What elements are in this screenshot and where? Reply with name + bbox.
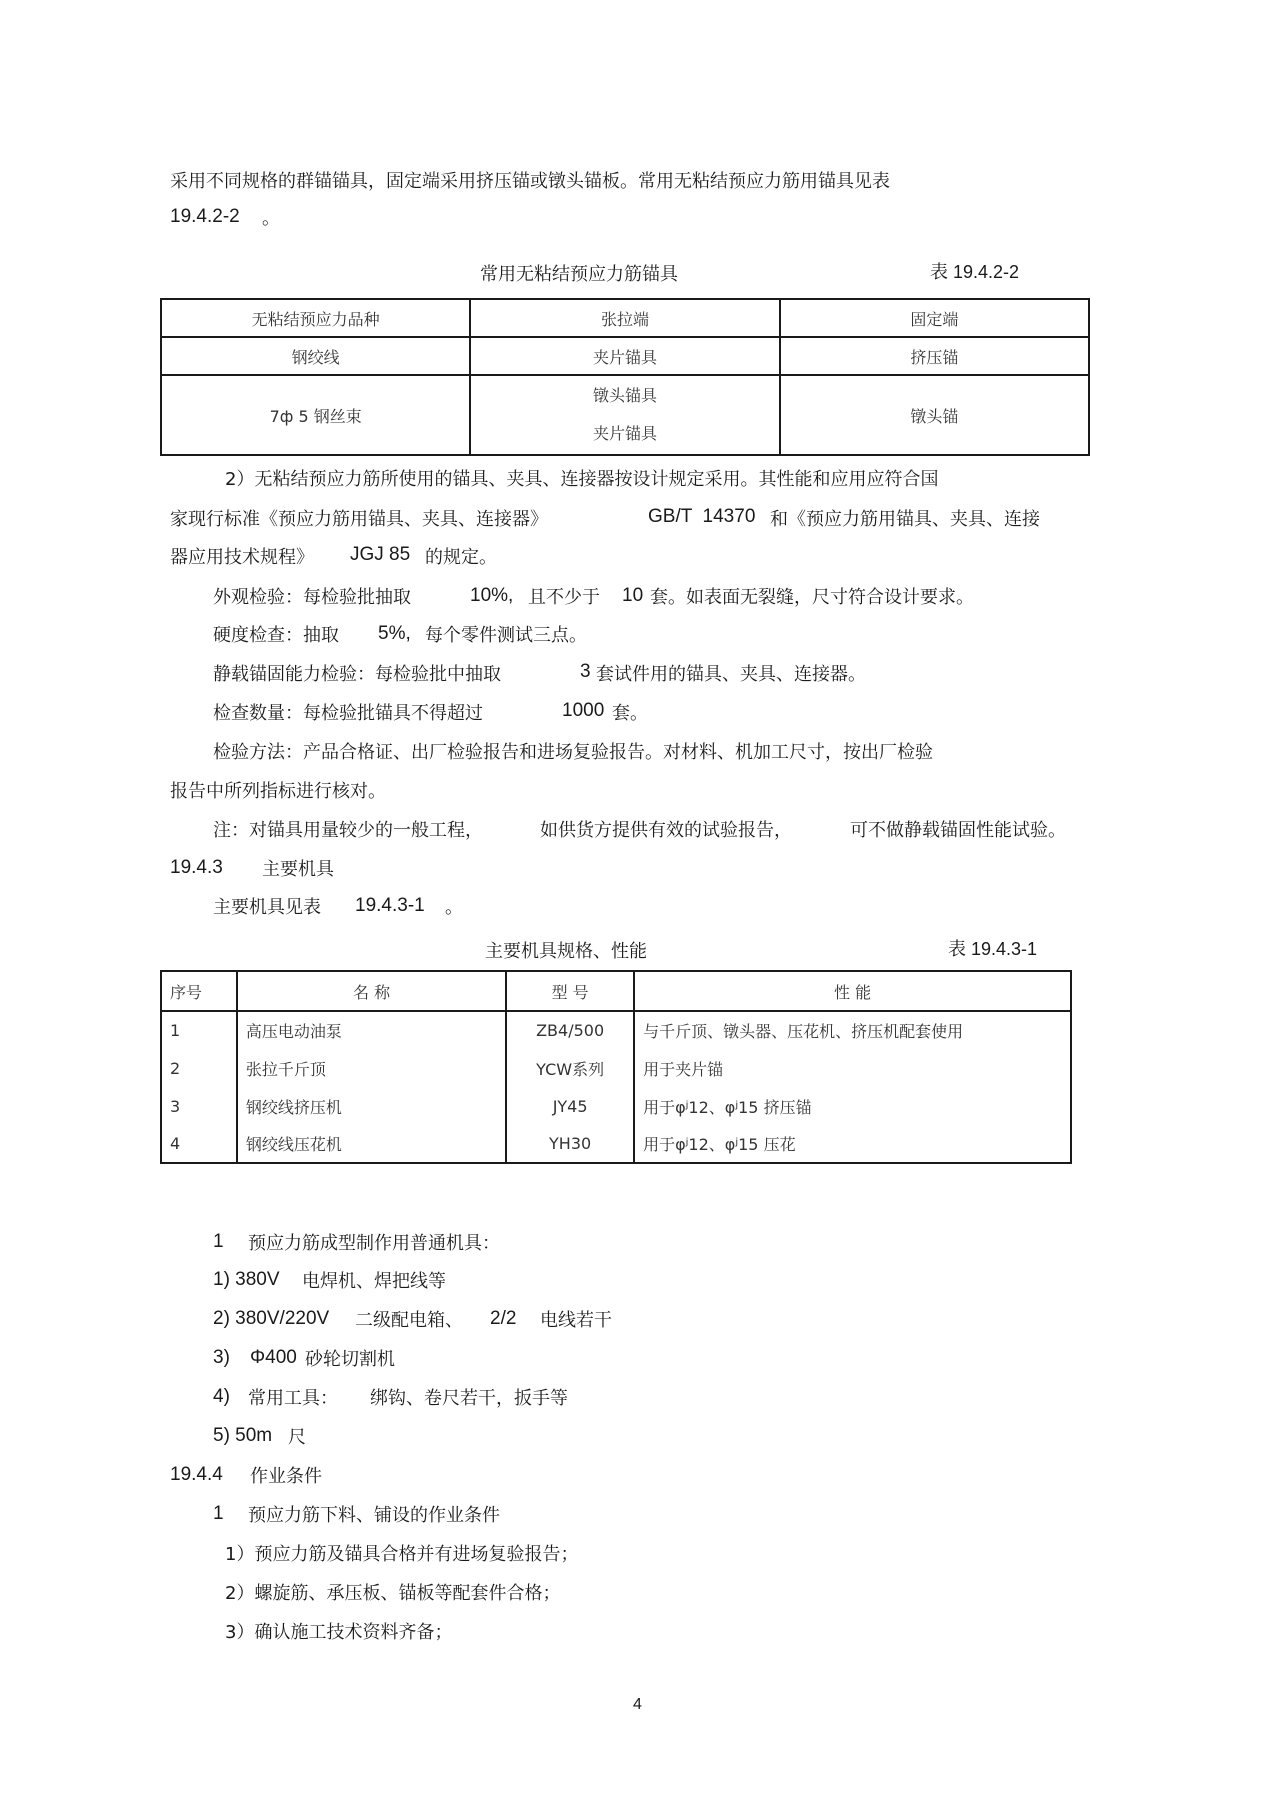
table-ref: 19.4.2-2 xyxy=(170,206,240,227)
paragraph-anchor-standard: 2）无粘结预应力筋所使用的锚具、夹具、连接器按设计规定采用。其性能和应用应符合国 xyxy=(225,469,939,490)
table-cell: 与千斤顶、镦头器、压花机、挤压机配套使用 xyxy=(634,1011,1071,1049)
table-cell: YCW系列 xyxy=(506,1049,634,1087)
list-item: 绑钩、卷尺若干，扳手等 xyxy=(370,1388,568,1409)
static-check: 静载锚固能力检验：每检验批中抽取 xyxy=(213,664,501,685)
list-item: 二级配电箱、 xyxy=(355,1310,463,1331)
table2-caption: 主要机具规格、性能 xyxy=(485,941,647,962)
table-header-cell: 型 号 xyxy=(506,971,634,1011)
table-row xyxy=(161,1087,1071,1125)
table-cell: 1 xyxy=(161,1011,237,1049)
table-cell: ZB4/500 xyxy=(506,1011,634,1049)
list-item: 2) 380V/220V xyxy=(213,1308,330,1329)
table-cell: 用于φʲ12、φʲ15 挤压锚 xyxy=(634,1087,1071,1125)
table-header-cell: 性 能 xyxy=(634,971,1071,1011)
punctuation: 。 xyxy=(262,208,280,229)
list-item: 3) xyxy=(213,1347,230,1368)
hardness-ratio: 5%, xyxy=(378,623,411,644)
list-item: 电焊机、焊把线等 xyxy=(302,1271,446,1292)
anchor-table xyxy=(160,298,1090,456)
table-cell: 夹片锚具 xyxy=(470,337,779,375)
list-item: 5) 50m xyxy=(213,1425,273,1446)
table-cell: 高压电动油泵 xyxy=(237,1011,506,1049)
list-item: Φ400 xyxy=(250,1347,297,1368)
table-header-cell: 无粘结预应力品种 xyxy=(161,299,470,337)
list-number: 1 xyxy=(213,1503,224,1524)
table-cell: 2 xyxy=(161,1049,237,1087)
list-item: 尺 xyxy=(288,1427,306,1448)
hardness-check: 硬度检查：抽取 xyxy=(213,625,339,646)
quantity-check: 检查数量：每检验批锚具不得超过 xyxy=(213,703,483,724)
tension-anchor-b: 夹片锚具 xyxy=(592,424,657,443)
list-item: 1）预应力筋及锚具合格并有进场复验报告； xyxy=(225,1544,579,1565)
paragraph-anchor-intro: 采用不同规格的群锚锚具，固定端采用挤压锚或镦头锚板。常用无粘结预应力筋用锚具见表 xyxy=(170,171,890,192)
tool-table xyxy=(160,970,1072,1164)
table-ref: 19.4.3-1 xyxy=(355,895,425,916)
table-cell: 张拉千斤顶 xyxy=(237,1049,506,1087)
table1-caption: 常用无粘结预应力筋锚具 xyxy=(480,264,678,285)
section-intro: 主要机具见表 xyxy=(213,897,321,918)
list-item: 1) 380V xyxy=(213,1269,280,1290)
table2-label: 表 19.4.3-1 xyxy=(948,939,1038,959)
list-item: 电线若干 xyxy=(540,1310,612,1331)
list-item: 3）确认施工技术资料齐备； xyxy=(225,1622,453,1643)
appearance-text: 且不少于 xyxy=(528,587,600,608)
table-header-cell: 名 称 xyxy=(237,971,506,1011)
table-cell: 挤压锚 xyxy=(780,337,1089,375)
paragraph-line: 的规定。 xyxy=(425,547,497,568)
list-item: 4) xyxy=(213,1386,230,1407)
list-heading: 预应力筋下料、铺设的作业条件 xyxy=(248,1505,500,1526)
appearance-text: 套。如表面无裂缝，尺寸符合设计要求。 xyxy=(650,587,974,608)
list-heading: 预应力筋成型制作用普通机具： xyxy=(248,1233,500,1254)
note: 可不做静载锚固性能试验。 xyxy=(850,820,1066,841)
table-row xyxy=(161,1049,1071,1087)
punctuation: 。 xyxy=(445,897,463,918)
section-number: 19.4.3 xyxy=(170,857,223,878)
section-title: 主要机具 xyxy=(262,859,334,880)
table-header-cell: 序号 xyxy=(161,971,237,1011)
table-cell: 4 xyxy=(161,1125,237,1163)
section-title: 作业条件 xyxy=(250,1466,322,1487)
hardness-text: 每个零件测试三点。 xyxy=(425,625,587,646)
table-cell: 用于夹片锚 xyxy=(634,1049,1071,1087)
table-row xyxy=(161,1011,1071,1049)
table-cell: YH30 xyxy=(506,1125,634,1163)
paragraph-line: 器应用技术规程》 xyxy=(170,547,314,568)
table1-label: 表 19.4.2-2 xyxy=(930,262,1020,282)
table-cell: JY45 xyxy=(506,1087,634,1125)
appearance-check: 外观检验：每检验批抽取 xyxy=(213,587,411,608)
appearance-count: 10 xyxy=(622,585,644,606)
standard-code: GB/T 14370 xyxy=(648,506,756,527)
static-count: 3 xyxy=(580,661,591,682)
table-cell: 钢绞线压花机 xyxy=(237,1125,506,1163)
list-number: 1 xyxy=(213,1231,224,1252)
table-cell: 7ф 5 钢丝束 xyxy=(161,375,470,455)
list-item: 2）螺旋筋、承压板、锚板等配套件合格； xyxy=(225,1583,561,1604)
table-cell: 钢绞线挤压机 xyxy=(237,1087,506,1125)
static-text: 套试件用的锚具、夹具、连接器。 xyxy=(596,664,866,685)
table-cell: 3 xyxy=(161,1087,237,1125)
note: 注：对锚具用量较少的一般工程， xyxy=(213,820,483,841)
standard-code: JGJ 85 xyxy=(350,544,411,565)
page-number: 4 xyxy=(633,1696,642,1713)
quantity-text: 套。 xyxy=(612,703,648,724)
table-cell xyxy=(470,375,779,455)
section-number: 19.4.4 xyxy=(170,1464,223,1485)
tension-anchor-a: 镦头锚具 xyxy=(592,386,657,405)
quantity-count: 1000 xyxy=(562,700,605,721)
paragraph-line: 和《预应力筋用锚具、夹具、连接 xyxy=(770,509,1040,530)
table-row xyxy=(161,1125,1071,1163)
list-item: 常用工具： xyxy=(248,1388,338,1409)
table-cell: 钢绞线 xyxy=(161,337,470,375)
table-header-cell: 张拉端 xyxy=(470,299,779,337)
table-cell: 镦头锚 xyxy=(780,375,1089,455)
table-header-cell: 固定端 xyxy=(780,299,1089,337)
paragraph-line: 家现行标准《预应力筋用锚具、夹具、连接器》 xyxy=(170,509,548,530)
note: 如供货方提供有效的试验报告， xyxy=(540,820,792,841)
method-check: 检验方法：产品合格证、出厂检验报告和进场复验报告。对材料、机加工尺寸，按出厂检验 xyxy=(213,742,933,763)
list-item: 砂轮切割机 xyxy=(305,1349,395,1370)
table-cell: 用于φʲ12、φʲ15 压花 xyxy=(634,1125,1071,1163)
list-item: 2/2 xyxy=(490,1308,517,1329)
method-check-cont: 报告中所列指标进行核对。 xyxy=(170,781,386,802)
appearance-ratio: 10%, xyxy=(470,585,514,606)
